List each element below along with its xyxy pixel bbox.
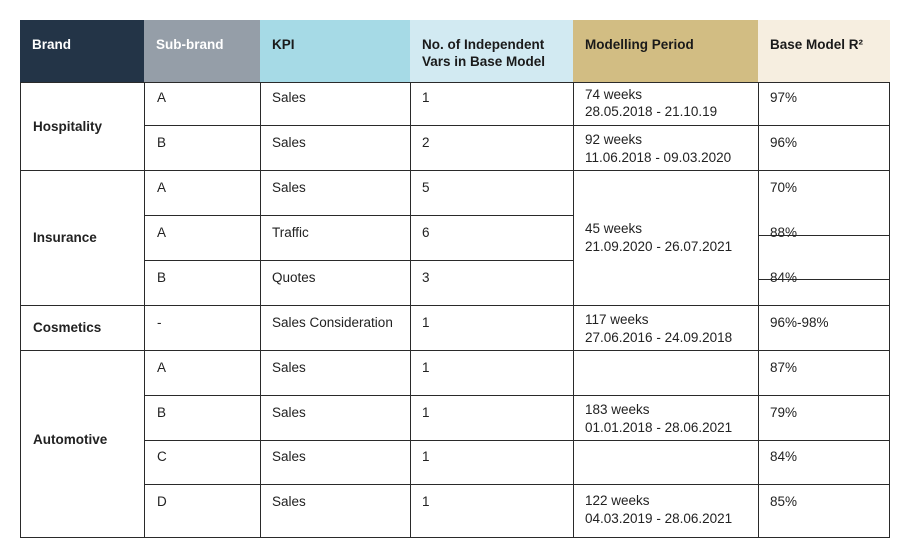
gridline-row (144, 260, 573, 261)
cell-sub-brand: A (157, 180, 167, 195)
cell-kpi: Quotes (272, 270, 316, 285)
gridline-row (144, 440, 890, 441)
cell-vars: 5 (422, 180, 430, 195)
gridline-col (260, 82, 261, 538)
period-dates: 04.03.2019 - 28.06.2021 (585, 511, 733, 526)
cell-sub-brand: C (157, 449, 167, 464)
brand-cosmetics: Cosmetics (33, 320, 102, 335)
cell-sub-brand: A (157, 360, 167, 375)
period-weeks: 45 weeks (585, 221, 643, 236)
cell-r2: 84% (770, 449, 798, 464)
cell-sub-brand: A (157, 225, 167, 240)
cell-vars: 1 (422, 494, 430, 509)
gridline-col (144, 82, 145, 538)
cell-kpi: Sales (272, 360, 306, 375)
cell-sub-brand: D (157, 494, 167, 509)
header-kpi: KPI (260, 20, 410, 83)
gridline-right (889, 82, 890, 538)
period-dates: 27.06.2016 - 24.09.2018 (585, 330, 733, 345)
brand-automotive: Automotive (33, 432, 108, 447)
period-weeks: 92 weeks (585, 132, 643, 147)
header-modelling-period: Modelling Period (573, 20, 758, 83)
gridline-row (144, 215, 573, 216)
cell-kpi: Traffic (272, 225, 309, 240)
cell-kpi: Sales (272, 180, 306, 195)
gridline-row (144, 395, 890, 396)
gridline-col (758, 82, 759, 538)
cell-sub-brand: - (157, 315, 162, 330)
cell-vars: 1 (422, 315, 430, 330)
period-weeks: 117 weeks (585, 312, 649, 327)
cell-vars: 1 (422, 90, 430, 105)
gridline-brand-separator (20, 82, 890, 83)
cell-sub-brand: A (157, 90, 167, 105)
cell-sub-brand: B (157, 135, 167, 150)
cell-sub-brand: B (157, 405, 167, 420)
period-dates: 21.09.2020 - 26.07.2021 (585, 239, 733, 254)
cell-vars: 1 (422, 405, 430, 420)
cell-kpi: Sales (272, 494, 306, 509)
gridline-row (144, 484, 890, 485)
cell-kpi: Sales (272, 135, 306, 150)
period-weeks: 74 weeks (585, 87, 643, 102)
cell-kpi: Sales (272, 449, 306, 464)
gridline-brand-separator (20, 170, 890, 171)
period-weeks: 183 weeks (585, 402, 650, 417)
cell-vars: 1 (422, 360, 430, 375)
header-brand: Brand (20, 20, 144, 83)
header-sub-brand: Sub-brand (144, 20, 260, 83)
period-dates: 28.05.2018 - 21.10.19 (585, 104, 718, 119)
cell-vars: 3 (422, 270, 430, 285)
cell-sub-brand: B (157, 270, 167, 285)
cell-vars: 1 (422, 449, 430, 464)
gridline-col (573, 82, 574, 538)
gridline-brand-separator (20, 305, 890, 306)
gridline-row (144, 125, 890, 126)
header-base-model-r2: Base Model R² (758, 20, 890, 83)
cell-vars: 2 (422, 135, 430, 150)
cell-kpi: Sales Consideration (272, 315, 393, 330)
cell-r2: 84% (770, 270, 798, 285)
cell-r2: 85% (770, 494, 798, 509)
gridline-brand-separator (20, 350, 890, 351)
gridline-col (410, 82, 411, 538)
cell-r2: 96% (770, 135, 798, 150)
cell-r2: 70% (770, 180, 798, 195)
brand-hospitality: Hospitality (33, 119, 103, 134)
header-vars-line2: Vars in Base Model (422, 54, 546, 69)
gridline-bottom (20, 537, 890, 538)
cell-r2: 96%-98% (770, 315, 829, 330)
header-vars-line1: No. of Independent (422, 37, 545, 52)
gridline-left (20, 82, 21, 538)
cell-r2: 87% (770, 360, 798, 375)
period-dates: 01.01.2018 - 28.06.2021 (585, 420, 733, 435)
cell-vars: 6 (422, 225, 430, 240)
period-weeks: 122 weeks (585, 493, 650, 508)
period-dates: 11.06.2018 - 09.03.2020 (585, 150, 732, 165)
cell-kpi: Sales (272, 90, 306, 105)
cell-r2: 79% (770, 405, 798, 420)
header-independent-vars (410, 20, 573, 83)
cell-r2: 88% (770, 225, 798, 240)
brand-insurance: Insurance (33, 230, 97, 245)
cell-r2: 97% (770, 90, 798, 105)
cell-kpi: Sales (272, 405, 306, 420)
